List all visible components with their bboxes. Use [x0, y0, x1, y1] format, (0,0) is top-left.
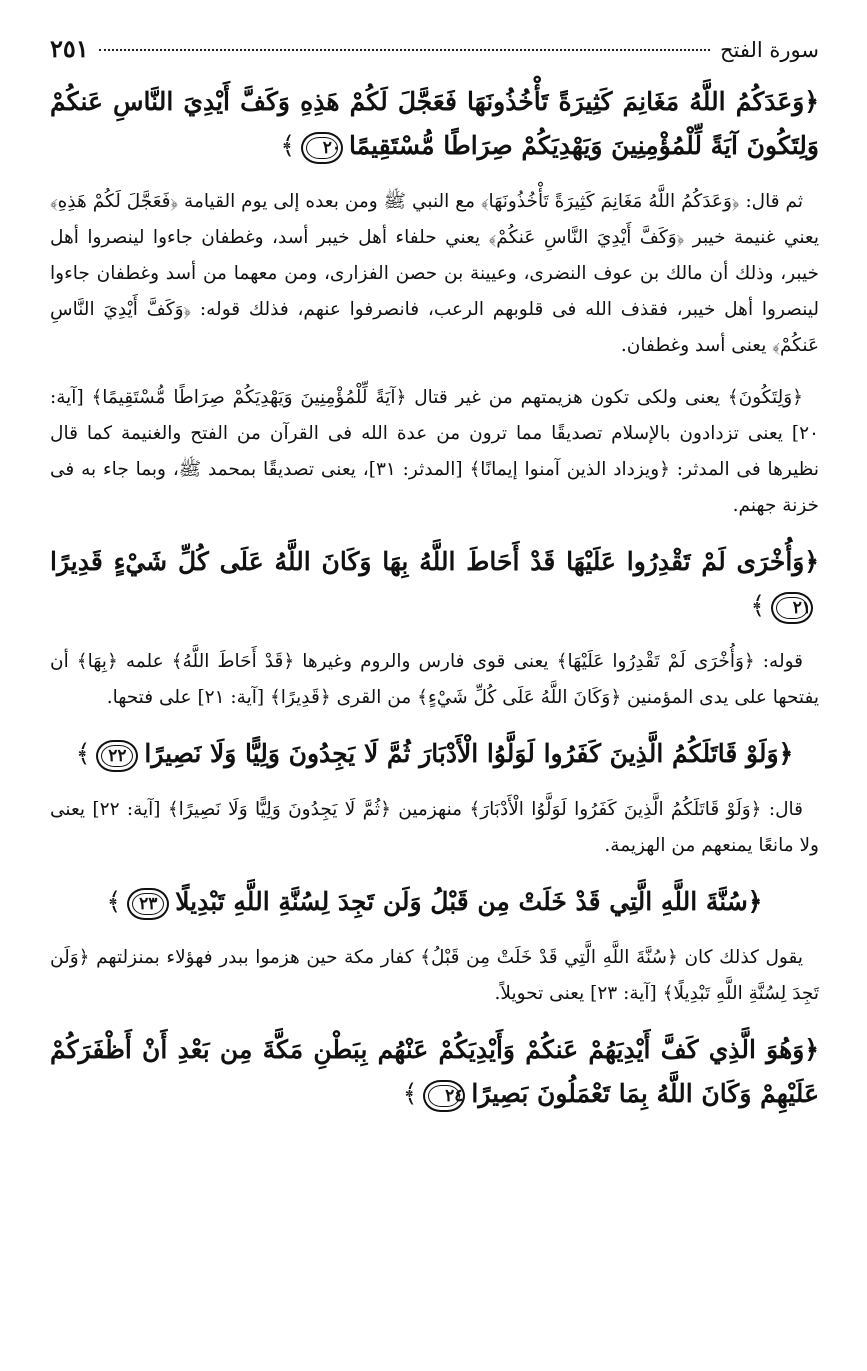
quran-verse	[50, 540, 819, 628]
tafsir-paragraph: يقول كذلك كان ﴿سُنَّةَ اللَّهِ الَّتِي قَدْ خَلَتْ مِن قَبْلُ﴾ كفار مكة حين هزموا ببدر فهؤلاء بمنزلتهم ﴿وَلَن تَجِدَ لِسُنَّةِ اللَّهِ تَبْدِيلًا﴾ [آية: ٢٣] يعنى تحويلاً.	[50, 947, 819, 1004]
verse-text: ﴿وَعَدَكُمُ اللَّهُ مَغَانِمَ كَثِيرَةً تَأْخُذُونَهَا فَعَجَّلَ لَكُمْ هَذِهِ وَكَفَّ أَيْدِيَ النَّاسِ عَنكُمْ وَلِتَكُونَ آيَةً لِّلْمُؤْمِنِينَ وَيَهْدِيَكُمْ صِرَاطًا مُّسْتَقِيمًا	[50, 87, 819, 160]
quran-verse	[50, 1028, 819, 1116]
surah-title: سورة الفتح	[719, 38, 819, 62]
ayah-number-marker: ٢٤	[423, 1080, 465, 1112]
running-header	[50, 34, 819, 80]
quran-verse	[50, 732, 819, 776]
page-body	[50, 80, 819, 1116]
tafsir-paragraph: ثم قال: ﴿وَعَدَكُمُ اللَّهُ مَغَانِمَ كَثِيرَةً تَأْخُذُونَهَا﴾ مع النبي ﷺ ومن بعده إلى يوم القيامة ﴿فَعَجَّلَ لَكُمْ هَذِهِ﴾ يعني غنيمة خيبر ﴿وَكَفَّ أَيْدِيَ النَّاسِ عَنكُمْ﴾ يعني حلفاء أهل خيبر أسد، وغطفان جاءوا لينصروا أهل خيبر، وذلك أن مالك بن عوف النضرى، وعيينة بن حصن الفزارى، ومن معهما من أسد وغطفان جاءوا لينصروا أهل خيبر، فقذف الله فى قلوبهم الرعب، فانصرفوا عنهم، فذلك قوله: ﴿وَكَفَّ أَيْدِيَ النَّاسِ عَنكُمْ﴾ يعنى أسد وغطفان.	[50, 191, 819, 356]
quran-verse	[50, 80, 819, 168]
closing-bracket: ﴾	[750, 591, 765, 620]
tafsir-paragraph: ﴿وَلِتَكُونَ﴾ يعنى ولكى تكون هزيمتهم من غير قتال ﴿آيَةً لِّلْمُؤْمِنِينَ وَيَهْدِيَكُمْ صِرَاطًا مُّسْتَقِيمًا﴾ [آية: ٢٠] يعنى تزدادون بالإسلام تصديقًا مما ترون من عدة الله فى القرآن من الفتح والغنيمة كما قال نظيرها فى المدثر: ﴿ويزداد الذين آمنوا إيمانًا﴾ [المدثر: ٣١]، يعنى تصديقًا بمحمد ﷺ، وبما جاء به فى خزنة جهنم.	[50, 387, 820, 516]
page-number: ٢٥١	[50, 34, 89, 63]
closing-bracket: ﴾	[75, 739, 91, 768]
ayah-number-marker: ٢٠	[301, 132, 343, 164]
quran-verse	[50, 880, 819, 924]
closing-bracket: ﴾	[402, 1079, 418, 1108]
verse-text: ﴿وَلَوْ قَاتَلَكُمُ الَّذِينَ كَفَرُوا لَوَلَّوُا الْأَدْبَارَ ثُمَّ لَا يَجِدُونَ وَلِيًّا وَلَا نَصِيرًا	[144, 739, 794, 768]
tafsir-paragraph: قال: ﴿وَلَوْ قَاتَلَكُمُ الَّذِينَ كَفَرُوا لَوَلَّوُا الْأَدْبَارَ﴾ منهزمين ﴿ثُمَّ لَا يَجِدُونَ وَلِيًّا وَلَا نَصِيرًا﴾ [آية: ٢٢] يعنى ولا مانعًا يمنعهم من الهزيمة.	[50, 799, 819, 856]
closing-bracket: ﴾	[106, 887, 122, 916]
verse-text: ﴿وَأُخْرَى لَمْ تَقْدِرُوا عَلَيْهَا قَدْ أَحَاطَ اللَّهُ بِهَا وَكَانَ اللَّهُ عَلَى كُلِّ شَيْءٍ قَدِيرًا	[50, 547, 819, 576]
closing-bracket: ﴾	[280, 131, 296, 160]
ayah-number-marker: ٢٢	[96, 740, 138, 772]
header-dotted-leader	[99, 49, 710, 51]
ayah-number-marker: ٢١	[771, 592, 813, 624]
tafsir-paragraph: قوله: ﴿وَأُخْرَى لَمْ تَقْدِرُوا عَلَيْهَا﴾ يعنى قوى فارس والروم وغيرها ﴿قَدْ أَحَاطَ اللَّهُ﴾ علمه ﴿بِهَا﴾ أن يفتحها على يدى المؤمنين ﴿وَكَانَ اللَّهُ عَلَى كُلِّ شَيْءٍ﴾ من القرى ﴿قَدِيرًا﴾ [آية: ٢١] على فتحها.	[50, 651, 819, 708]
verse-text: ﴿سُنَّةَ اللَّهِ الَّتِي قَدْ خَلَتْ مِن قَبْلُ وَلَن تَجِدَ لِسُنَّةِ اللَّهِ تَبْدِيلًا	[175, 887, 763, 916]
verse-text: ﴿وَهُوَ الَّذِي كَفَّ أَيْدِيَهُمْ عَنكُمْ وَأَيْدِيَكُمْ عَنْهُم بِبَطْنِ مَكَّةَ مِن بَعْدِ أَنْ أَظْفَرَكُمْ عَلَيْهِمْ وَكَانَ اللَّهُ بِمَا تَعْمَلُونَ بَصِيرًا	[50, 1035, 819, 1108]
ayah-number-marker: ٢٣	[127, 888, 169, 920]
